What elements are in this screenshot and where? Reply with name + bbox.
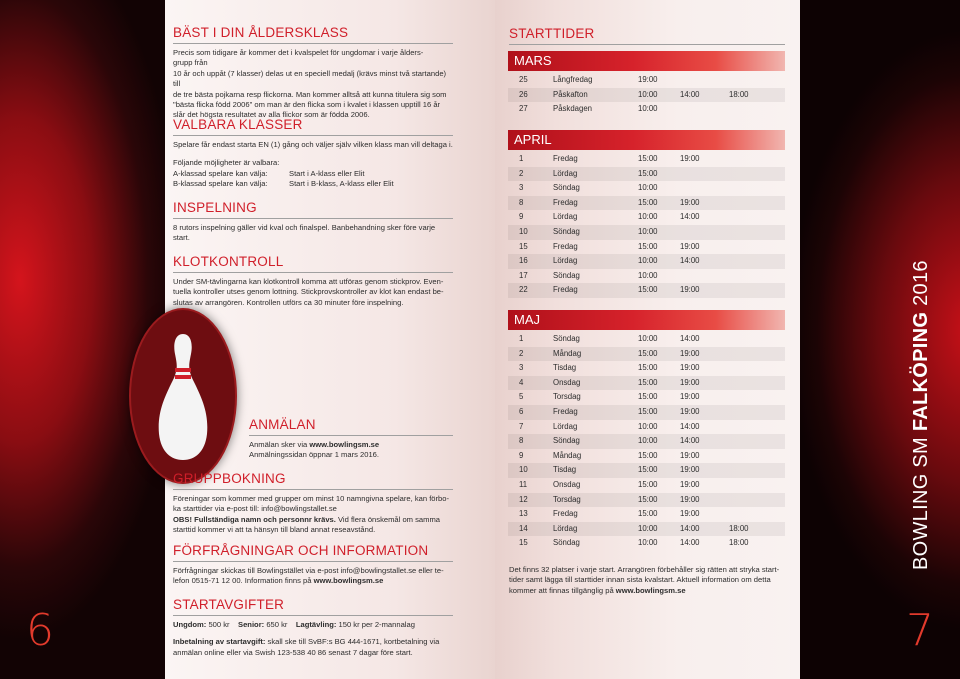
- weekday: Torsdag: [553, 494, 581, 504]
- weekday: Onsdag: [553, 377, 581, 387]
- start-time-2: 19:00: [680, 450, 700, 460]
- weekday: Fredag: [553, 407, 578, 416]
- start-time-1: 15:00: [638, 154, 658, 163]
- start-time-1: 15:00: [638, 450, 658, 460]
- starttider-footer: [509, 565, 794, 596]
- text-line: grupp från: [173, 58, 208, 68]
- month-header: MAJ: [508, 310, 785, 330]
- valbara-option-a: [173, 169, 453, 179]
- weekday: Söndag: [553, 227, 580, 236]
- section-aldersklass: [173, 25, 453, 121]
- day-number: 9: [519, 212, 524, 222]
- weekday: Torsdag: [553, 392, 581, 402]
- start-time-2: 14:00: [680, 256, 700, 266]
- start-time-1: 15:00: [638, 197, 658, 207]
- weekday: Lördag: [553, 212, 578, 222]
- page-number-left: 6: [26, 605, 54, 656]
- section-anmalan: [249, 417, 453, 461]
- start-time-2: 14:00: [680, 421, 700, 431]
- schedule-row: [508, 225, 785, 240]
- option-label: B-klassad spelare kan välja:: [173, 179, 268, 189]
- start-time-1: 15:00: [638, 285, 658, 295]
- start-time-1: 15:00: [638, 363, 658, 373]
- heading-anmalan: ANMÄLAN: [249, 417, 316, 432]
- day-number: 27: [519, 104, 528, 114]
- start-time-1: 10:00: [638, 334, 658, 343]
- start-time-2: 14:00: [680, 523, 700, 533]
- divider: [173, 561, 453, 562]
- start-time-2: 19:00: [680, 285, 700, 295]
- schedule-row: [519, 332, 785, 347]
- text-line: tuella kontroller utses genom lottning. Stickprovskontroller av klot kan endast be-: [173, 287, 444, 297]
- text-line: starttid kommer vi att ta hänsyn till bland annat reseavstånd.: [173, 525, 376, 535]
- start-time-3: 18:00: [729, 538, 749, 548]
- start-time-2: 19:00: [680, 377, 700, 387]
- divider: [173, 272, 453, 273]
- schedule-row: [508, 493, 785, 508]
- heading-gruppbokning: GRUPPBOKNING: [173, 471, 286, 486]
- option-value: Start i A-klass eller Elit: [289, 168, 365, 178]
- day-number: 3: [519, 363, 524, 373]
- schedule-row: [519, 361, 785, 376]
- start-time-1: 15:00: [638, 494, 658, 504]
- weekday: Fredag: [553, 509, 578, 519]
- start-time-1: 10:00: [638, 421, 658, 431]
- start-time-1: 15:00: [638, 407, 658, 416]
- weekday: Söndag: [553, 270, 580, 280]
- inspelning-text: [173, 223, 453, 244]
- day-number: 2: [519, 348, 524, 358]
- payment-bold: Inbetalning av startavgift:: [173, 637, 266, 647]
- weekday: Påskdagen: [553, 104, 593, 114]
- schedule-row: [519, 210, 785, 225]
- start-time-1: 10:00: [638, 436, 658, 446]
- start-time-2: 19:00: [680, 348, 700, 358]
- section-startavgifter: [173, 597, 453, 658]
- weekday: Lördag: [553, 256, 578, 266]
- day-number: 7: [519, 421, 524, 431]
- vertical-title-prefix: BOWLING SM: [910, 431, 932, 570]
- start-time-1: 10:00: [638, 227, 658, 236]
- start-time-1: 15:00: [638, 509, 658, 519]
- schedule-row: [519, 536, 785, 551]
- day-number: 1: [519, 154, 524, 163]
- footer-link[interactable]: www.bowlingsm.se: [615, 585, 686, 595]
- schedule-row: [508, 347, 785, 362]
- info-link[interactable]: www.bowlingsm.se: [313, 576, 384, 586]
- weekday: Måndag: [553, 348, 582, 358]
- divider: [173, 135, 453, 136]
- klotkontroll-text: [173, 277, 453, 308]
- weekday: Långfredag: [553, 75, 593, 84]
- fees-line: [173, 620, 453, 630]
- text-line: start.: [173, 233, 190, 243]
- start-time-1: 10:00: [638, 270, 658, 280]
- start-time-1: 10:00: [638, 89, 658, 99]
- text-line: [509, 586, 794, 596]
- fee-label: Senior:: [238, 620, 265, 629]
- weekday: Lördag: [553, 168, 578, 178]
- weekday: Fredag: [553, 154, 578, 163]
- text-line: ka starttider via e-post till: info@bowlingstallet.se: [173, 504, 337, 514]
- start-time-3: 18:00: [729, 523, 749, 533]
- divider: [509, 44, 785, 45]
- weekday: Tisdag: [553, 363, 577, 373]
- schedule-row: [519, 449, 785, 464]
- start-time-1: 15:00: [638, 377, 658, 387]
- text-line: Under SM-tävlingarna kan klotkontroll komma att utföras genom stickprov. Even-: [173, 277, 444, 286]
- start-time-2: 14:00: [680, 212, 700, 222]
- divider: [173, 43, 453, 44]
- section-starttider: [509, 26, 785, 49]
- start-time-1: 10:00: [638, 538, 658, 548]
- text-line: slår det högsta resultatet av alla flickor som är födda 2006.: [173, 110, 370, 120]
- text-line: de tre bästa pojkarna resp flickorna. Man kommer alltså att kunna titulera sig som: [173, 89, 447, 99]
- weekday: Onsdag: [553, 480, 581, 489]
- day-number: 8: [519, 436, 524, 446]
- payment-line-2: anmälan online eller via Swish 123-538 40 86 senast 7 dagar före start.: [173, 647, 413, 657]
- heading-aldersklass: BÄST I DIN ÅLDERSKLASS: [173, 25, 349, 40]
- divider: [173, 615, 453, 616]
- day-number: 6: [519, 407, 524, 416]
- day-number: 17: [519, 270, 528, 280]
- month-header: MARS: [508, 51, 785, 71]
- schedule-row: [508, 254, 785, 269]
- text-span: lefon 0515-71 12 00. Information finns på: [173, 576, 314, 586]
- text-line: [173, 576, 453, 586]
- weekday: Söndag: [553, 183, 580, 193]
- day-number: 15: [519, 241, 528, 251]
- text-span: Vid flera önskemål om samma: [335, 514, 440, 524]
- obs-bold: OBS! Fullständiga namn och personnr krävs.: [173, 514, 336, 524]
- schedule-row: [519, 152, 785, 167]
- weekday: Söndag: [553, 436, 580, 446]
- option-value: Start i B-klass, A-klass eller Elit: [289, 179, 394, 189]
- day-number: 16: [519, 256, 528, 266]
- schedule-row: [519, 478, 785, 493]
- vertical-title-bold: FALKÖPING: [910, 311, 932, 432]
- fee-label: Lagtävling:: [295, 620, 337, 629]
- valbara-options-title: Följande möjligheter är valbara:: [173, 158, 280, 168]
- text-line: 8 rutors inspelning gäller vid kval och finalspel. Banbehandning sker före varje: [173, 223, 436, 232]
- bowling-pin-icon: [131, 310, 235, 482]
- day-number: 5: [519, 392, 524, 402]
- vertical-title-year: 2016: [910, 260, 932, 312]
- section-gruppbokning: [173, 471, 453, 536]
- section-klotkontroll: [173, 254, 453, 308]
- day-number: 3: [519, 183, 524, 193]
- start-time-1: 10:00: [638, 104, 658, 114]
- schedule-row: [508, 196, 785, 211]
- forfragningar-text: [173, 566, 453, 587]
- start-time-1: 15:00: [638, 480, 658, 489]
- day-number: 8: [519, 197, 524, 207]
- schedule-row: [508, 88, 785, 103]
- text-line: 10 år och uppåt (7 klasser) delas ut en speciell medalj (krävs minst två startande) till: [173, 68, 447, 89]
- anmalan-line-2: Anmälningssidan öppnar 1 mars 2016.: [249, 450, 380, 460]
- heading-starttider: STARTTIDER: [509, 26, 595, 41]
- divider: [249, 435, 453, 436]
- anmalan-link[interactable]: www.bowlingsm.se: [309, 440, 380, 449]
- start-time-1: 10:00: [638, 183, 658, 193]
- option-label: A-klassad spelare kan välja:: [173, 168, 268, 178]
- section-inspelning: [173, 200, 453, 244]
- text-span: Anmälan sker via: [249, 440, 310, 449]
- start-time-3: 18:00: [729, 89, 749, 99]
- schedule-row: [508, 167, 785, 182]
- divider: [173, 218, 453, 219]
- day-number: 15: [519, 538, 528, 548]
- valbara-option-b: [173, 179, 453, 189]
- text-line: slutas av arrangören. Kontrollen utförs ca 30 minuter före inspelning.: [173, 297, 404, 307]
- weekday: Påskafton: [553, 89, 588, 99]
- heading-forfragningar: FÖRFRÅGNINGAR OCH INFORMATION: [173, 543, 429, 558]
- weekday: Måndag: [553, 450, 582, 460]
- schedule-row: [508, 376, 785, 391]
- schedule-row: [519, 507, 785, 522]
- start-time-2: 19:00: [680, 241, 700, 251]
- text-line: tider samt lägga till starttider innan sista kvalstart. Aktuell information om detta: [509, 575, 771, 585]
- start-time-2: 14:00: [680, 436, 700, 446]
- schedule-row: [519, 181, 785, 196]
- start-time-1: 19:00: [638, 75, 658, 84]
- text-span: kommer att finnas tillgänglig på: [509, 585, 616, 595]
- start-time-2: 14:00: [680, 89, 700, 99]
- text-line: Förfrågningar skickas till Bowlingstället via e-post info@bowlingstallet.se eller te-: [173, 566, 444, 575]
- day-number: 1: [519, 334, 524, 343]
- start-time-2: 19:00: [680, 465, 700, 475]
- start-time-1: 10:00: [638, 256, 658, 266]
- payment-line-1: [173, 637, 453, 647]
- schedule-row: [519, 240, 785, 255]
- right-red-background: [800, 0, 960, 679]
- schedule-row: [508, 463, 785, 478]
- text-line: Föreningar som kommer med grupper om minst 10 namngivna spelare, kan förbo-: [173, 494, 450, 503]
- start-time-2: 19:00: [680, 197, 700, 207]
- day-number: 10: [519, 465, 528, 475]
- start-time-2: 19:00: [680, 407, 700, 416]
- day-number: 4: [519, 377, 524, 387]
- start-time-2: 19:00: [680, 480, 700, 489]
- anmalan-line-1: [249, 440, 453, 450]
- fee-value: 500 kr: [208, 620, 230, 629]
- start-time-2: 19:00: [680, 392, 700, 402]
- start-time-1: 15:00: [638, 465, 658, 475]
- start-time-2: 19:00: [680, 509, 700, 519]
- schedule-row: [508, 405, 785, 420]
- schedule-row: [519, 390, 785, 405]
- divider: [173, 489, 453, 490]
- aldersklass-text: [173, 48, 453, 121]
- heading-klotkontroll: KLOTKONTROLL: [173, 254, 284, 269]
- start-time-2: 14:00: [680, 538, 700, 548]
- start-time-1: 10:00: [638, 212, 658, 222]
- fee-value: 650 kr: [266, 620, 288, 629]
- start-time-2: 14:00: [680, 334, 700, 343]
- text-line: Precis som tidigare år kommer det i kvalspelet för ungdomar i varje ålders-: [173, 48, 424, 57]
- start-time-1: 15:00: [638, 348, 658, 358]
- weekday: Tisdag: [553, 465, 577, 475]
- schedule-row: [508, 522, 785, 537]
- vertical-title: [910, 260, 933, 570]
- start-time-2: 19:00: [680, 494, 700, 504]
- text-span: skall ske till SvBF:s BG 444-1671, kortbetalning via: [265, 637, 440, 647]
- section-valbara: [173, 117, 453, 190]
- page-number-right: 7: [906, 605, 934, 656]
- heading-startavgifter: STARTAVGIFTER: [173, 597, 285, 612]
- day-number: 2: [519, 168, 524, 178]
- fee-value: 150 kr per 2-mannalag: [338, 620, 415, 629]
- start-time-1: 15:00: [638, 392, 658, 402]
- day-number: 22: [519, 285, 528, 295]
- start-time-2: 19:00: [680, 154, 700, 163]
- day-number: 25: [519, 75, 528, 84]
- text-line: [173, 515, 453, 525]
- schedule-row: [519, 73, 785, 88]
- start-time-1: 10:00: [638, 523, 658, 533]
- schedule-row: [519, 269, 785, 284]
- day-number: 14: [519, 523, 528, 533]
- start-time-1: 15:00: [638, 168, 658, 178]
- heading-valbara: VALBARA KLASSER: [173, 117, 303, 132]
- bowling-pin-badge: [129, 308, 237, 484]
- start-time-1: 15:00: [638, 241, 658, 251]
- heading-inspelning: INSPELNING: [173, 200, 257, 215]
- gruppbokning-text: [173, 494, 453, 536]
- schedule-row: [508, 434, 785, 449]
- weekday: Söndag: [553, 538, 580, 548]
- valbara-intro: Spelare får endast starta EN (1) gång och väljer själv vilken klass man vill deltaga i.: [173, 140, 453, 149]
- weekday: Fredag: [553, 285, 578, 295]
- day-number: 26: [519, 89, 528, 99]
- weekday: Lördag: [553, 523, 578, 533]
- text-line: Det finns 32 platser i varje start. Arrangören förbehåller sig rätten att stryka start-: [509, 565, 780, 574]
- schedule-row: [519, 102, 785, 117]
- weekday: Söndag: [553, 334, 580, 343]
- day-number: 13: [519, 509, 528, 519]
- start-time-2: 19:00: [680, 363, 700, 373]
- day-number: 11: [519, 480, 528, 489]
- text-line: "bästa flicka född 2006" om man är den flicka som i kvalet i klassen upptill 16 år: [173, 100, 441, 110]
- day-number: 9: [519, 450, 524, 460]
- day-number: 12: [519, 494, 528, 504]
- section-forfragningar: [173, 543, 453, 587]
- weekday: Lördag: [553, 421, 578, 431]
- day-number: 10: [519, 227, 528, 236]
- schedule-row: [508, 283, 785, 298]
- fee-label: Ungdom:: [173, 620, 207, 629]
- month-header: APRIL: [508, 130, 785, 150]
- weekday: Fredag: [553, 197, 578, 207]
- weekday: Fredag: [553, 241, 578, 251]
- schedule-row: [519, 420, 785, 435]
